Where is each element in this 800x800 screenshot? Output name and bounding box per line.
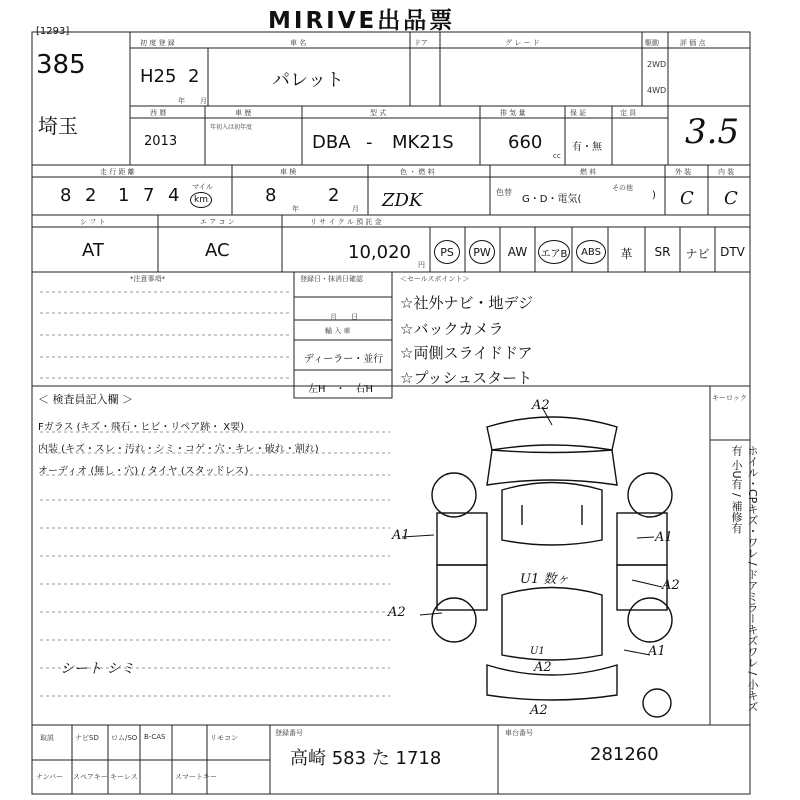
- damage-a2-bottom: A2: [530, 703, 548, 718]
- header-mileage: 走 行 距 離: [100, 168, 135, 176]
- damage-a1-lower: A1: [648, 644, 666, 659]
- year-label: 年: [178, 97, 185, 105]
- reg-day-month: 月 日: [330, 313, 358, 321]
- reg-note: 年初入は初年度: [210, 124, 253, 131]
- header-displacement: 排 気 量: [500, 109, 526, 117]
- model-prefix: DBA: [312, 132, 351, 153]
- header-capacity: 定 員: [620, 109, 637, 117]
- color-code: ZDK: [382, 190, 423, 211]
- header-interior: 内 装: [718, 168, 735, 176]
- header-eval: 評 価 点: [680, 39, 706, 47]
- lot-bracket: [1293]: [36, 26, 70, 37]
- header-fuel: 燃 料: [580, 168, 597, 176]
- damage-a2-right: A2: [662, 578, 680, 593]
- damage-a2-top: A2: [532, 398, 550, 413]
- shaken-year-label: 年: [292, 205, 299, 213]
- fuel-options: G・D・電気(: [522, 194, 582, 205]
- warranty-value: 有・無: [572, 142, 602, 153]
- header-key-lock: キーロック: [712, 394, 747, 402]
- header-notes: *注意事項*: [130, 275, 165, 283]
- reg-import: 輸 入 車: [325, 327, 351, 335]
- inspector-line-audio: オーディオ (無し・穴) / タイヤ (スタッドレス): [38, 466, 249, 477]
- sales-point-2: ☆バックカメラ: [400, 320, 504, 338]
- header-recycle: リ サ イ ク ル 預 託 金: [310, 218, 382, 226]
- shaken-year: 8: [265, 185, 277, 206]
- footer-bcas: B-CAS: [144, 733, 166, 741]
- eval-score: 3.5: [685, 112, 740, 152]
- header-model: 型 式: [370, 109, 387, 117]
- license-plate: 高崎 583 た 1718: [290, 748, 442, 769]
- header-aircon: エ ア コ ン: [200, 218, 235, 226]
- sales-point-4: ☆プッシュスタート: [400, 369, 533, 387]
- model-code: MK21S: [392, 132, 454, 153]
- inspector-line-glass: Fガラス (キズ・飛石・ヒビ・リペア跡・ X要): [38, 422, 245, 433]
- footer-keyless: キーレス: [110, 773, 138, 781]
- footer-manual: 取説: [40, 734, 54, 742]
- mileage-unit: km: [190, 192, 212, 208]
- damage-u1-rear: U1: [530, 646, 545, 657]
- equip-aw: AW: [507, 245, 528, 259]
- mileage-digit-1: 8: [60, 185, 72, 206]
- mileage-digit-5: 4: [168, 185, 180, 206]
- handwritten-note: シート シミ: [60, 661, 135, 677]
- equip-ps: PS: [434, 240, 460, 264]
- footer-plate-header: 登録番号: [275, 729, 303, 737]
- drive-2wd: 2WD: [647, 60, 667, 69]
- reg-dealer: ディーラー・並行: [304, 354, 384, 365]
- header-warranty: 保 証: [570, 109, 587, 117]
- footer-smart-key: スマートキー: [175, 773, 217, 781]
- cc-unit: cc: [553, 152, 561, 160]
- header-grade: グ レ ー ド: [505, 39, 540, 47]
- header-sales-point: ＜セールスポイント＞: [400, 275, 470, 283]
- reg-handle: 左H ・ 右H: [308, 384, 374, 395]
- header-drive: 駆動: [645, 39, 659, 47]
- equip-airbag: エアB: [538, 240, 570, 264]
- car-diagram: [392, 395, 707, 725]
- recycle-price: 10,020: [348, 242, 411, 263]
- damage-a1-right: A1: [655, 530, 673, 545]
- damage-u1: U1 数ヶ: [520, 572, 570, 587]
- sales-point-1: ☆社外ナビ・地デジ: [400, 294, 534, 312]
- side-notes: ホイル・CPキズ・ワレ / ドアミラーキズワレ / 小キズ有 小U有 / 補修有: [730, 445, 759, 712]
- price-unit: 円: [418, 261, 425, 269]
- footer-rom: ロム/SO: [111, 734, 138, 742]
- mileage-digit-4: 7: [143, 185, 155, 206]
- header-color: 色 ・ 燃 料: [400, 168, 435, 176]
- fuel-close: ): [652, 190, 656, 201]
- header-exterior: 外 装: [675, 168, 692, 176]
- chassis-number: 281260: [590, 744, 659, 765]
- sales-point-3: ☆両側スライドドア: [400, 344, 533, 362]
- footer-chassis-header: 車台番号: [505, 729, 533, 737]
- damage-a2-left: A2: [388, 605, 406, 620]
- era: H25: [140, 66, 177, 87]
- shift-value: AT: [82, 240, 104, 261]
- equip-sunroof: SR: [654, 245, 671, 259]
- exterior-grade: C: [680, 188, 694, 209]
- displacement: 660: [508, 132, 543, 153]
- color-change-label: 色替: [496, 188, 512, 197]
- interior-grade: C: [724, 188, 738, 209]
- month-label: 月: [200, 97, 207, 105]
- footer-navi-sd: ナビSD: [75, 734, 99, 742]
- inspector-line-interior: 内装 (キズ・スレ・汚れ・シミ・コゲ・穴・キレ・破れ・割れ): [38, 444, 319, 455]
- car-name: パレット: [272, 70, 344, 91]
- footer-spare-key: スペアキー: [73, 773, 108, 781]
- drive-4wd: 4WD: [647, 86, 667, 95]
- equip-abs: ABS: [576, 240, 606, 264]
- shaken-month-label: 月: [352, 205, 359, 213]
- damage-a2-rear: A2: [534, 660, 552, 675]
- first-month: 2: [188, 66, 200, 87]
- equip-pw: PW: [469, 240, 495, 264]
- region: 埼玉: [38, 114, 78, 138]
- western-year: 2013: [144, 134, 178, 149]
- header-shaken: 車 検: [280, 168, 297, 176]
- header-shift: シ フ ト: [80, 218, 106, 226]
- header-year: 西 暦: [150, 109, 167, 117]
- header-history: 車 歴: [235, 109, 252, 117]
- equip-navi: ナビ: [685, 247, 710, 261]
- model-dash: -: [366, 132, 373, 153]
- equip-dtv: DTV: [720, 245, 745, 259]
- header-first-reg: 初 度 登 録: [140, 39, 175, 47]
- mileage-digit-3: 1: [118, 185, 130, 206]
- header-car-name: 車 名: [290, 39, 307, 47]
- inspector-header: ＜ 検査員記入欄 ＞: [38, 393, 133, 406]
- aircon-value: AC: [205, 240, 230, 261]
- damage-a1-left: A1: [392, 528, 410, 543]
- shaken-month: 2: [328, 185, 340, 206]
- footer-number: ナンバー: [36, 773, 64, 781]
- header-door: ドア: [414, 39, 428, 47]
- fuel-other: その他: [612, 184, 633, 192]
- mileage-digit-2: 2: [85, 185, 97, 206]
- lot-number: 385: [36, 50, 86, 80]
- mileage-unit-top: マイル: [192, 183, 213, 191]
- equip-leather: 革: [620, 247, 633, 261]
- sheet-title: MIRIVE出品票: [268, 8, 456, 34]
- header-reg-check: 登録日・抹消日確認: [300, 275, 363, 283]
- footer-remote: リモコン: [210, 734, 238, 742]
